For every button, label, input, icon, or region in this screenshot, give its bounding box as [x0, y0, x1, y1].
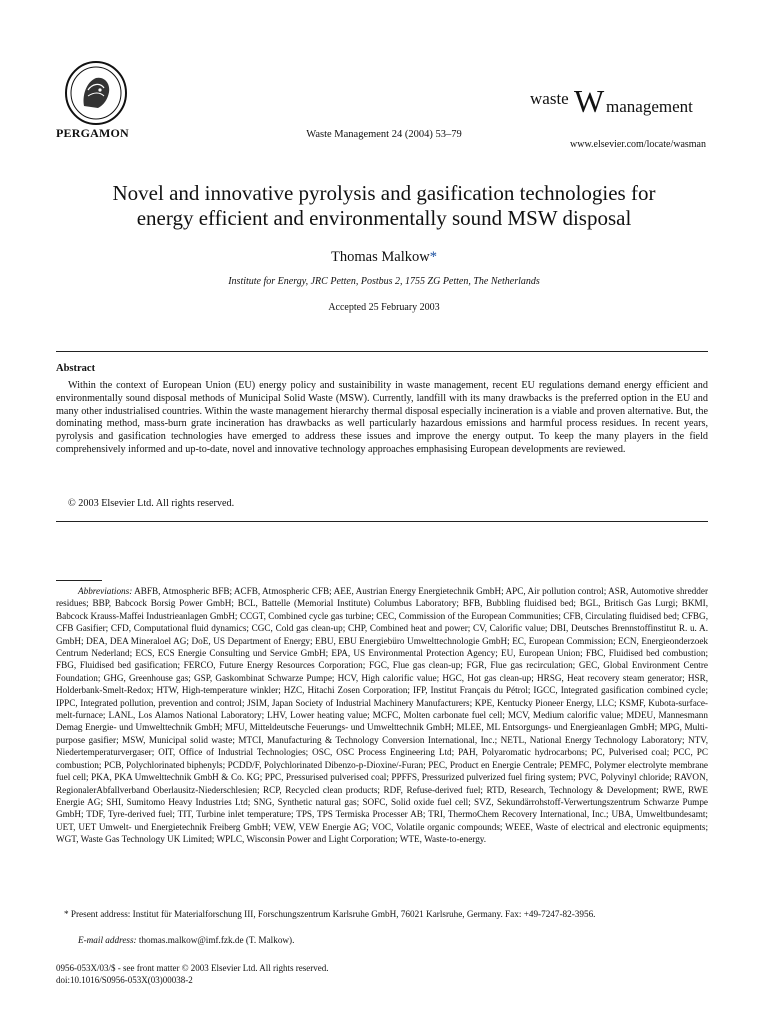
title-line-1: Novel and innovative pyrolysis and gasification technologies for — [112, 181, 656, 205]
email-label: E-mail address: — [78, 935, 137, 945]
author-footnote-mark[interactable]: * — [429, 249, 437, 265]
author — [0, 249, 768, 266]
author-name: Thomas Malkow — [331, 249, 430, 265]
article-title — [56, 181, 712, 231]
publisher-name: PERGAMON — [56, 126, 129, 140]
abstract-copyright: © 2003 Elsevier Ltd. All rights reserved. — [68, 498, 235, 509]
email-address[interactable]: thomas.malkow@imf.fzk.de (T. Malkow). — [138, 935, 295, 945]
abbreviations-footnote — [56, 585, 708, 846]
author-affiliation: Institute for Energy, JRC Petten, Postbus 2, 1755 ZG Petten, The Netherlands — [228, 276, 540, 287]
accepted-date: Accepted 25 February 2003 — [328, 302, 440, 313]
abstract-bottom-rule — [56, 521, 708, 522]
email-footnote — [78, 935, 294, 945]
abbreviations-text: ABFB, Atmospheric BFB; ACFB, Atmospheric CFB; AEE, Austrian Energy Energietechnik GmbH; APC, Air pollution control; ASR, Automotive shredder residues; BBP, Babcock Borsig Power GmbH; BCL, Battelle (Memorial Institute) Columbus Laboratory; BFB, Bubbling fluidised bed; BGL, Britisch Gas Lurgi; BKMI, Babcock Krauss-Maffei Industrieanlagen GmbH; CCGT, Combined cycle gas turbine; CEC, Commission of the European Communities; CFB, Circulating fluidised bed; CFBG, CFB Gasifier; CFD, Computational fluid dynamics; CGC, Cold gas clean-up; CHP, Combined heat and power; CV, Calorific value; DBI, Deutsches Brennstoffinstitut R. u. A. GmbH; DEA, DEA Mineraloel AG; DoE, US Department of Energy; EBU, EBU Energiebüro Umwelttechnologie GmbH; EC, European Commission; ECN, Energieonderzoek Centrum Nederland; ECS, ECS Energie Consulting und Service GmbH; EPA, US Environmental Protection Agency; EU, European Union; FBC, Fluidised bed combustion; FBG, Fluidised bed gasification; FERCO, Future Energy Resources Corporation; FGC, Flue gas clean-up; FGR, Flue gas recirculation; GEC, Global Environment Centre Foundation; GHG, Greenhouse gas; GSP, Gaskombinat Schwarze Pumpe; HCV, High calorific value; HGC, Hot gas clean-up; HRSG, Heat recovery steam generator; HSR, Holderbank-Smelt-Redox; HTW, High-temperature winkler; HZC, Hitachi Zosen Corporation; IFP, Institut Français du Pétrol; IGCC, Integrated gasification combined cycle; IPPC, Integrated pollution, prevention and control; JSIM, Japan Society of Industrial Machinery Manufacturers; KPE, Kentucky Pioneer Energy, LLC; KSMF, Kubota-surface-melt-furnace; LANL, Los Alamos National Laboratory; LHV, Lower heating value; MCFC, Molten carbonate fuel cell; MCV, Medium calorific value; MDEU, Mannesmann Demag Energie- und Umwelttechnik GmbH; MFU, Mitteldeutsche Feuerungs- und Umwelttechnik GmbH; MLEE, ML Entsorgungs- und Energieanlagen GmbH; MPG, Multi-purpose gasifier; MSW, Municipal solid waste; MTCI, Manufacturing & Technology Conversion International, Inc.; NETL, National Energy Technology Laboratory; NTV, Niedertemperaturvergaser; OIT, Office of Industrial Technologies; OSC, OSC Process Engineering Ltd; PAH, Polyaromatic hydrocarbons; PC, Pulverised coal; PCC, PC combustion; PCB, Polychlorinated biphenyls; PCDD/F, Polychlorinated Dibenzo-p-Dioxine/-Furan; PEC, Product en Energie Centrale; PEMFC, Polymer electrolyte membrane fuel cell; PKA, PKA Umwelttechnik GmbH & Co. KG; PPC, Pressurised pulverised coal; PPFFS, Pressurized pulverized fuel firing system; PVC, Polyvinyl chloride; RAVON, RegionalerAbfallverband Oberlausitz-Niederschlesien; RCP, Recycled clean products; RDF, Refuse-derived fuel; RTD, Research, Technology & Development; RWE, RWE Energie AG; SHI, Sumitomo Heavy Industries Ltd; SNG, Synthetic natural gas; SOFC, Solid oxide fuel cell; SVZ, Sekundärrohstoff-Verwertungszentrum Schwarze Pumpe GmbH; TDF, Tyre-derived fuel; TIT, Turbine inlet temperature; TPS, TPS Termiska Processer AB; TRI, ThermoChem Recovery International, Inc.; UBA, Umweltbundesamt; UET, UET Umwelt- und Energietechnik Freiberg GmbH; VEW, VEW Energie AG; VOC, Volatile organic compounds; WEEE, Waste of electrical and electronic equipments; WGT, Waste Gas Technology UK Limited; WPLC, Wisconsin Power and Light Corporation; WTE, Waste-to-energy. — [56, 586, 709, 845]
journal-logo — [530, 82, 710, 122]
doi-line[interactable]: doi:10.1016/S0956-053X(03)00038-2 — [56, 975, 193, 985]
journal-url[interactable]: www.elsevier.com/locate/wasman — [570, 139, 706, 150]
abbreviations-label: Abbreviations: — [78, 586, 133, 596]
elsevier-seal-logo — [64, 60, 128, 126]
footnote-rule — [56, 580, 102, 581]
journal-logo-right: management — [606, 97, 693, 116]
abstract-body: Within the context of European Union (EU) energy policy and sustainibility in waste management, recent EU regulations demand energy efficient and environmentally sound disposal methods of Municipal Solid Waste (MSW). Currently, landfill with its many drawbacks is the preferred option in the EU and many other industrialised countries. Within the waste management hierarchy thermal disposal especially incineration is a viable and proven alternative. But, the dominating method, mass-burn grate incineration has drawbacks as well particularly hazardous emissions and harmful process residues. In recent years, pyrolysis and gasification technologies have emerged to address these issues and improve the energy output. To keep the many players in the field comprehensively informed and up-to-date, novel and innovative technology approaches emphasising European developments are reviewed. — [56, 380, 708, 455]
issn-block — [56, 962, 329, 986]
journal-logo-left: waste — [530, 89, 569, 108]
abstract-heading: Abstract — [56, 363, 96, 374]
top-rule — [56, 351, 708, 352]
journal-logo-mark: W — [574, 83, 605, 119]
issn-line: 0956-053X/03/$ - see front matter © 2003 Elsevier Ltd. All rights reserved. — [56, 963, 329, 973]
present-address-footnote: * Present address: Institut für Materialforschung III, Forschungszentrum Karlsruhe GmbH, 76021 Karlsruhe, Germany. Fax: +49-7247-82-3956. — [64, 909, 596, 919]
journal-reference: Waste Management 24 (2004) 53–79 — [306, 129, 462, 140]
title-line-2: energy efficient and environmentally sound MSW disposal — [136, 206, 632, 230]
